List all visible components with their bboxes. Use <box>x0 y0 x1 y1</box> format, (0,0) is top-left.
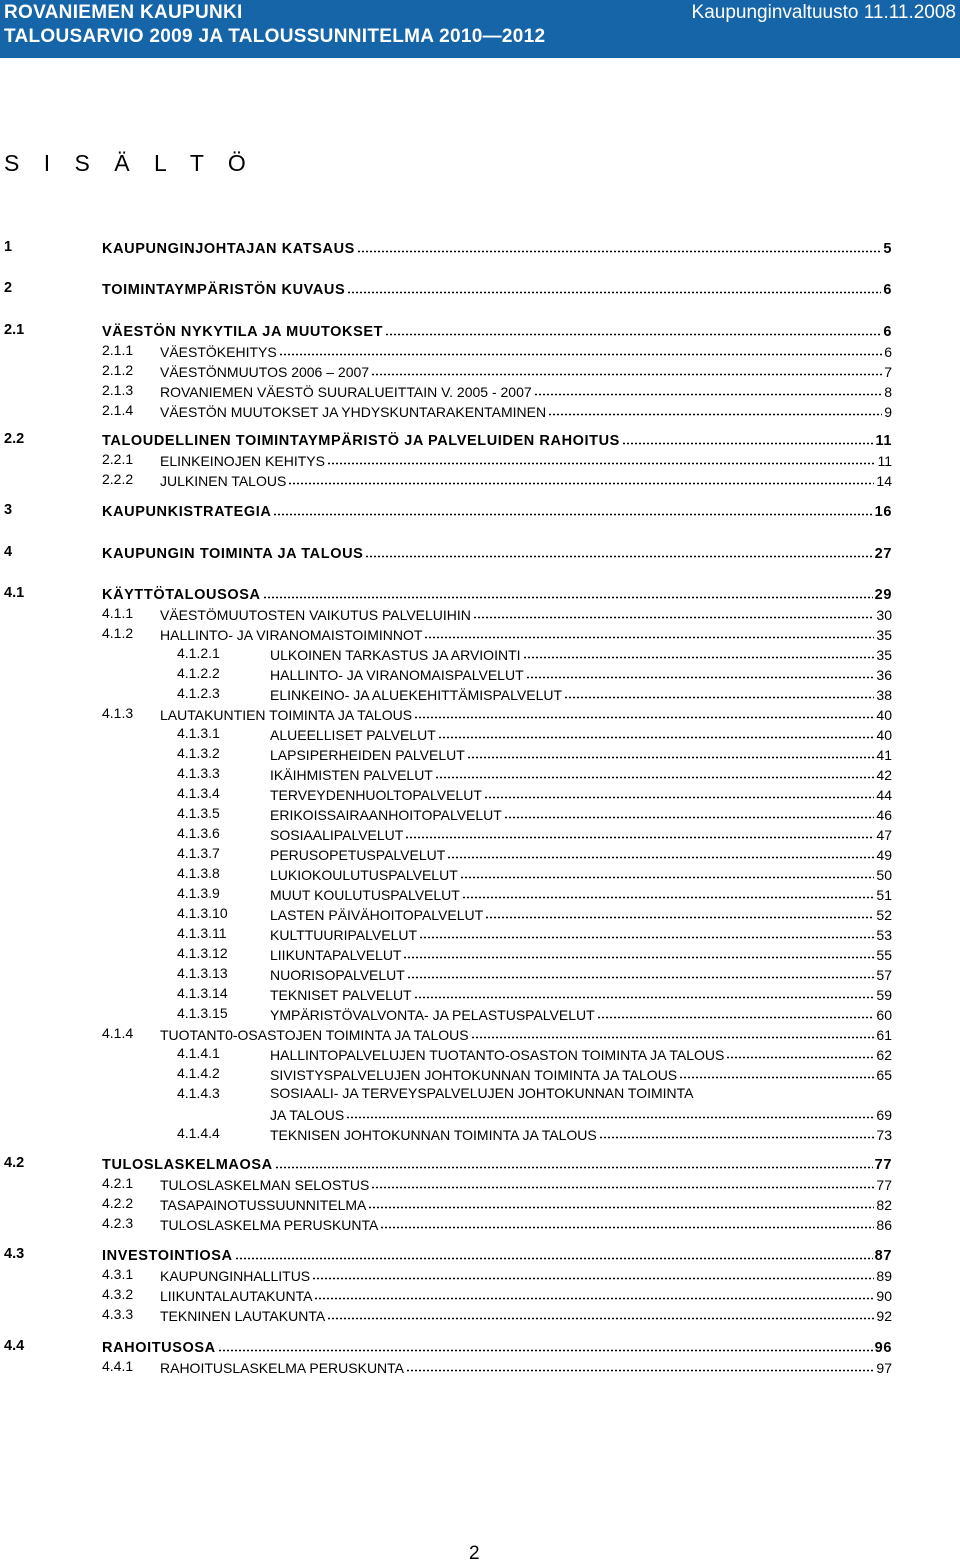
toc-entry-title: JULKINEN TALOUS <box>160 473 287 489</box>
toc-entry-title: LIIKUNTAPALVELUT <box>270 947 402 963</box>
toc-entry[interactable] <box>270 683 892 703</box>
toc-entry-number: 4.1.3.11 <box>177 925 227 941</box>
toc-entry-number: 2.1.1 <box>102 342 134 358</box>
toc-entry-page: 7 <box>884 364 892 380</box>
header-organization: ROVANIEMEN KAUPUNKI <box>4 2 243 23</box>
toc-entry[interactable] <box>270 763 892 783</box>
toc-entry-number: 2.2.1 <box>102 451 134 467</box>
toc-entry-title: RAHOITUSOSA <box>102 1340 216 1356</box>
toc-entry-title: ULKOINEN TARKASTUS JA ARVIOINTI <box>270 647 521 663</box>
toc-entry-title: TUOTANT0-OSASTOJEN TOIMINTA JA TALOUS <box>160 1027 469 1043</box>
toc-entry[interactable] <box>102 583 892 603</box>
toc-entry[interactable] <box>160 623 892 643</box>
dot-leader <box>419 936 874 939</box>
toc-entry[interactable] <box>160 449 892 469</box>
toc-entry[interactable] <box>160 380 892 400</box>
toc-entry[interactable] <box>102 320 892 340</box>
toc-entry-title: HALLINTO- JA VIRANOMAISTOIMINNOT <box>160 627 423 643</box>
toc-entry-number: 4.1.4.3 <box>177 1085 220 1101</box>
toc-entry-title: LASTEN PÄIVÄHOITOPALVELUT <box>270 907 484 923</box>
dot-leader <box>368 1206 874 1209</box>
toc-entry-title: IKÄIHMISTEN PALVELUT <box>270 767 433 783</box>
toc-entry-page: 6 <box>884 344 892 360</box>
toc-entry[interactable] <box>160 1213 892 1233</box>
toc-entry-title: HALLINTO- JA VIRANOMAISPALVELUT <box>270 667 524 683</box>
dot-leader <box>622 442 874 445</box>
toc-entry-page: 9 <box>884 404 892 420</box>
toc-entry-number: 2.2 <box>4 431 25 447</box>
toc-entry[interactable] <box>270 723 892 743</box>
dot-leader <box>473 616 875 619</box>
toc-entry[interactable] <box>270 743 892 763</box>
dot-leader <box>726 1056 874 1059</box>
toc-entry-page: 77 <box>874 1157 892 1173</box>
toc-entry-title: KÄYTTÖTALOUSOSA <box>102 587 261 603</box>
dot-leader <box>523 656 875 659</box>
toc-entry-page: 53 <box>876 927 892 943</box>
toc-entry-page: 87 <box>874 1248 892 1264</box>
toc-entry-title: ELINKEINOJEN KEHITYS <box>160 453 325 469</box>
header-document-title: TALOUSARVIO 2009 JA TALOUSSUNNITELMA 2010—2012 <box>4 26 546 47</box>
dot-leader <box>424 636 874 639</box>
toc-entry-page: 69 <box>876 1107 892 1123</box>
page-number: 2 <box>469 1543 480 1564</box>
toc-entry-number: 4.2.2 <box>102 1195 134 1211</box>
toc-entry-page: 89 <box>876 1268 892 1284</box>
dot-leader <box>314 1297 874 1300</box>
dot-leader <box>365 555 872 558</box>
dot-leader <box>279 353 883 356</box>
dot-leader <box>435 776 875 779</box>
toc-entry-page: 35 <box>876 627 892 643</box>
toc-entry-number: 4.1.3.1 <box>177 725 220 741</box>
toc-entry-number: 4.1.2.3 <box>177 685 220 701</box>
toc-entry[interactable] <box>102 500 892 520</box>
toc-entry[interactable] <box>102 1244 892 1264</box>
toc-entry-title: JA TALOUS <box>270 1107 345 1123</box>
toc-entry[interactable] <box>102 1153 892 1173</box>
toc-entry-page: 6 <box>883 282 892 298</box>
dot-leader <box>504 816 875 819</box>
toc-entry-title: VÄESTÖKEHITYS <box>160 344 277 360</box>
toc-entry[interactable] <box>102 278 892 298</box>
dot-leader <box>380 1226 874 1229</box>
toc-entry[interactable] <box>160 1284 892 1304</box>
toc-entry-page: 40 <box>876 707 892 723</box>
toc-entry[interactable] <box>160 1173 892 1193</box>
dot-leader <box>406 1369 874 1372</box>
toc-entry-number: 4.1.4.4 <box>177 1125 220 1141</box>
toc-entry[interactable] <box>102 1336 892 1356</box>
dot-leader <box>263 596 873 599</box>
toc-entry-title: TEKNISEN JOHTOKUNNAN TOIMINTA JA TALOUS <box>270 1127 597 1143</box>
toc-entry-number: 4.1.3.9 <box>177 885 220 901</box>
toc-entry-title: RAHOITUSLASKELMA PERUSKUNTA <box>160 1360 405 1376</box>
toc-entry[interactable] <box>270 963 892 983</box>
dot-leader <box>485 916 874 919</box>
toc-entry[interactable] <box>270 1123 892 1143</box>
toc-entry-title: INVESTOINTIOSA <box>102 1248 233 1264</box>
toc-entry-title: HALLINTOPALVELUJEN TUOTANTO-OSASTON TOIMINTA JA TALOUS <box>270 1047 725 1063</box>
toc-entry-number: 2 <box>4 280 13 296</box>
dot-leader <box>235 1257 873 1260</box>
toc-entry-title: SOSIAALI- JA TERVEYSPALVELUJEN JOHTOKUNNAN TOIMINTA <box>270 1085 694 1101</box>
dot-leader <box>275 1166 873 1169</box>
dot-leader <box>526 676 875 679</box>
header-meeting-date: Kaupunginvaltuusto 11.11.2008 <box>691 2 956 23</box>
toc-entry-page: 47 <box>876 827 892 843</box>
toc-entry-number: 4.1.3.2 <box>177 745 220 761</box>
toc-entry-page: 50 <box>876 867 892 883</box>
toc-entry-page: 61 <box>876 1027 892 1043</box>
toc-entry-title: TEKNINEN LAUTAKUNTA <box>160 1308 326 1324</box>
toc-entry[interactable] <box>270 823 892 843</box>
toc-entry-title: ROVANIEMEN VÄESTÖ SUURALUEITTAIN V. 2005 - 2007 <box>160 384 532 400</box>
dot-leader <box>679 1076 874 1079</box>
toc-entry-title: YMPÄRISTÖVALVONTA- JA PELASTUSPALVELUT <box>270 1007 595 1023</box>
toc-entry-title: ALUEELLISET PALVELUT <box>270 727 436 743</box>
toc-entry-title: TOIMINTAYMPÄRISTÖN KUVAUS <box>102 282 346 298</box>
dot-leader <box>405 836 874 839</box>
toc-entry-title: TALOUDELLINEN TOIMINTAYMPÄRISTÖ JA PALVELUIDEN RAHOITUS <box>102 433 620 449</box>
toc-entry-number: 2.1 <box>4 322 25 338</box>
dot-leader <box>484 796 875 799</box>
toc-entry-page: 27 <box>874 546 892 562</box>
toc-entry-page: 11 <box>875 433 892 449</box>
dot-leader <box>548 413 882 416</box>
toc-entry-title: VÄESTÖNMUUTOS 2006 – 2007 <box>160 364 370 380</box>
toc-entry-number: 3 <box>4 502 13 518</box>
toc-entry-number: 4.2.1 <box>102 1175 134 1191</box>
toc-entry-page: 16 <box>874 504 892 520</box>
toc-entry[interactable] <box>160 360 892 380</box>
toc-entry-page: 30 <box>876 607 892 623</box>
toc-entry-title: TULOSLASKELMA PERUSKUNTA <box>160 1217 379 1233</box>
toc-entry-title: VÄESTÖMUUTOSTEN VAIKUTUS PALVELUIHIN <box>160 607 471 623</box>
toc-entry[interactable] <box>160 1023 892 1043</box>
dot-leader <box>273 513 872 516</box>
toc-entry-number: 4.1.3.13 <box>177 965 228 981</box>
toc-entry[interactable] <box>270 643 892 663</box>
dot-leader <box>347 291 881 294</box>
toc-entry[interactable] <box>160 340 892 360</box>
toc-entry-title: KAUPUNGIN TOIMINTA JA TALOUS <box>102 546 364 562</box>
dot-leader <box>327 1317 874 1320</box>
dot-leader <box>471 1036 875 1039</box>
toc-entry-title: KAUPUNGINJOHTAJAN KATSAUS <box>102 241 355 257</box>
toc-entry[interactable] <box>102 542 892 562</box>
dot-leader <box>403 956 874 959</box>
toc-entry-page: 59 <box>876 987 892 1003</box>
toc-entry-number: 4.3.1 <box>102 1266 134 1282</box>
toc-entry-title: ELINKEINO- JA ALUEKEHITTÄMISPALVELUT <box>270 687 563 703</box>
toc-entry[interactable] <box>270 843 892 863</box>
toc-entry[interactable] <box>270 923 892 943</box>
dot-leader <box>438 736 875 739</box>
toc-entry[interactable] <box>160 1193 892 1213</box>
toc-entry-page: 14 <box>876 473 892 489</box>
toc-entry-page: 41 <box>876 747 892 763</box>
toc-entry-number: 2.1.2 <box>102 362 134 378</box>
toc-entry-number: 4.2 <box>4 1155 25 1171</box>
toc-entry-title: KAUPUNKISTRATEGIA <box>102 504 272 520</box>
toc-entry-page: 36 <box>876 667 892 683</box>
toc-entry-title: TEKNISET PALVELUT <box>270 987 412 1003</box>
toc-entry[interactable] <box>270 1063 892 1083</box>
toc-entry-page: 77 <box>876 1177 892 1193</box>
toc-entry-page: 82 <box>876 1197 892 1213</box>
toc-entry-title: ERIKOISSAIRAANHOITOPALVELUT <box>270 807 502 823</box>
dot-leader <box>414 716 874 719</box>
dot-leader <box>534 393 883 396</box>
toc-entry-title: VÄESTÖN NYKYTILA JA MUUTOKSET <box>102 324 384 340</box>
toc-entry-page: 29 <box>874 587 892 603</box>
toc-entry-page: 46 <box>876 807 892 823</box>
toc-entry-page: 8 <box>884 384 892 400</box>
toc-entry-number: 1 <box>4 239 13 255</box>
toc-entry-number: 4.1.2 <box>102 625 134 641</box>
toc-entry-title: LAPSIPERHEIDEN PALVELUT <box>270 747 465 763</box>
toc-entry-title: PERUSOPETUSPALVELUT <box>270 847 446 863</box>
toc-entry-title: TASAPAINOTUSSUUNNITELMA <box>160 1197 367 1213</box>
toc-entry-page: 40 <box>876 727 892 743</box>
toc-entry-number: 4.4.1 <box>102 1358 134 1374</box>
toc-entry-number: 4.1.4 <box>102 1025 134 1041</box>
toc-title: S I S Ä L T Ö <box>4 150 255 176</box>
toc-entry[interactable] <box>270 983 892 1003</box>
toc-entry-number: 2.1.4 <box>102 402 134 418</box>
toc-entry-number: 4 <box>4 544 13 560</box>
toc-entry[interactable] <box>270 863 892 883</box>
toc-entry-number: 4.1.3.6 <box>177 825 220 841</box>
toc-entry-number: 4.1.3.4 <box>177 785 220 801</box>
toc-entry-number: 4.1.3.10 <box>177 905 228 921</box>
toc-entry-page: 49 <box>876 847 892 863</box>
toc-entry[interactable] <box>270 783 892 803</box>
dot-leader <box>218 1349 873 1352</box>
toc-entry-title: KULTTUURIPALVELUT <box>270 927 418 943</box>
dot-leader <box>385 333 881 336</box>
dot-leader <box>462 896 875 899</box>
toc-entry[interactable] <box>160 1304 892 1324</box>
toc-entry[interactable] <box>270 883 892 903</box>
dot-leader <box>564 696 874 699</box>
toc-entry-number: 4.1.4.1 <box>177 1045 220 1061</box>
toc-entry-number: 4.1.3.3 <box>177 765 220 781</box>
toc-entry-page: 96 <box>874 1340 892 1356</box>
toc-entry[interactable] <box>102 237 892 257</box>
dot-leader <box>371 373 882 376</box>
toc-entry-page: 38 <box>876 687 892 703</box>
toc-entry-number: 2.2.2 <box>102 471 134 487</box>
dot-leader <box>288 482 874 485</box>
dot-leader <box>597 1016 875 1019</box>
dot-leader <box>407 976 875 979</box>
toc-entry-page: 97 <box>876 1360 892 1376</box>
dot-leader <box>460 876 875 879</box>
toc-entry-number: 4.1.4.2 <box>177 1065 220 1081</box>
toc-entry[interactable] <box>270 1003 892 1023</box>
toc-entry-number: 4.1.3.5 <box>177 805 220 821</box>
toc-entry-title: LUKIOKOULUTUSPALVELUT <box>270 867 458 883</box>
toc-entry-page: 6 <box>883 324 892 340</box>
toc-entry-title: TULOSLASKELMAN SELOSTUS <box>160 1177 370 1193</box>
toc-entry-page: 73 <box>876 1127 892 1143</box>
dot-leader <box>447 856 874 859</box>
toc-entry-number: 4.1.3.8 <box>177 865 220 881</box>
toc-entry-page: 5 <box>883 241 892 257</box>
toc-entry-page: 44 <box>876 787 892 803</box>
toc-entry[interactable] <box>160 469 892 489</box>
toc-entry-title: SIVISTYSPALVELUJEN JOHTOKUNNAN TOIMINTA JA TALOUS <box>270 1067 678 1083</box>
toc-entry[interactable] <box>160 603 892 623</box>
toc-entry-title: LIIKUNTALAUTAKUNTA <box>160 1288 313 1304</box>
toc-entry[interactable] <box>160 400 892 420</box>
toc-entry-page: 86 <box>876 1217 892 1233</box>
dot-leader <box>599 1136 875 1139</box>
toc-entry[interactable] <box>160 703 892 723</box>
toc-entry-page: 35 <box>876 647 892 663</box>
toc-entry-number: 4.1.2.1 <box>177 645 220 661</box>
dot-leader <box>312 1277 874 1280</box>
toc-entry[interactable] <box>270 943 892 963</box>
toc-entry[interactable] <box>270 903 892 923</box>
toc-entry-number: 4.4 <box>4 1338 25 1354</box>
toc-entry-title: LAUTAKUNTIEN TOIMINTA JA TALOUS <box>160 707 413 723</box>
toc-entry-page: 42 <box>876 767 892 783</box>
dot-leader <box>467 756 875 759</box>
toc-entry[interactable] <box>102 429 892 449</box>
toc-entry[interactable] <box>270 1103 892 1123</box>
toc-entry-page: 90 <box>876 1288 892 1304</box>
toc-entry-page: 65 <box>876 1067 892 1083</box>
toc-entry-number: 4.3 <box>4 1246 25 1262</box>
dot-leader <box>327 462 876 465</box>
toc-entry-title: SOSIAALIPALVELUT <box>270 827 404 843</box>
toc-entry[interactable] <box>160 1264 892 1284</box>
toc-entry-number: 4.1.1 <box>102 605 134 621</box>
toc-entry-title: KAUPUNGINHALLITUS <box>160 1268 311 1284</box>
dot-leader <box>371 1186 874 1189</box>
toc-entry-title: VÄESTÖN MUUTOKSET JA YHDYSKUNTARAKENTAMINEN <box>160 404 547 420</box>
toc-entry-number: 4.1.2.2 <box>177 665 220 681</box>
toc-entry[interactable] <box>270 803 892 823</box>
toc-entry[interactable] <box>160 1356 892 1376</box>
toc-entry-number: 4.1.3.15 <box>177 1005 228 1021</box>
toc-entry-page: 51 <box>876 887 892 903</box>
toc-entry-number: 2.1.3 <box>102 382 134 398</box>
dot-leader <box>346 1116 874 1119</box>
dot-leader <box>414 996 875 999</box>
toc-entry-page: 11 <box>877 453 892 469</box>
toc-entry-title: TERVEYDENHUOLTOPALVELUT <box>270 787 482 803</box>
toc-entry-page: 55 <box>876 947 892 963</box>
toc-entry[interactable] <box>270 663 892 683</box>
toc-entry-number: 4.1 <box>4 585 25 601</box>
toc-entry-number: 4.1.3 <box>102 705 134 721</box>
toc-entry-title: TULOSLASKELMAOSA <box>102 1157 273 1173</box>
toc-entry-number: 4.1.3.7 <box>177 845 220 861</box>
toc-entry[interactable] <box>270 1043 892 1063</box>
toc-entry-title: NUORISOPALVELUT <box>270 967 405 983</box>
toc-entry-page: 60 <box>876 1007 892 1023</box>
toc-entry-number: 4.3.3 <box>102 1306 134 1322</box>
toc-entry-number: 4.1.3.12 <box>177 945 228 961</box>
toc-entry-page: 62 <box>876 1047 892 1063</box>
toc-entry-number: 4.1.3.14 <box>177 985 228 1001</box>
toc-entry-page: 57 <box>876 967 892 983</box>
dot-leader <box>357 250 881 253</box>
toc-entry-number: 4.2.3 <box>102 1215 134 1231</box>
toc-entry-title: MUUT KOULUTUSPALVELUT <box>270 887 460 903</box>
toc-entry-number: 4.3.2 <box>102 1286 134 1302</box>
toc-entry-page: 52 <box>876 907 892 923</box>
toc-entry-page: 92 <box>876 1308 892 1324</box>
